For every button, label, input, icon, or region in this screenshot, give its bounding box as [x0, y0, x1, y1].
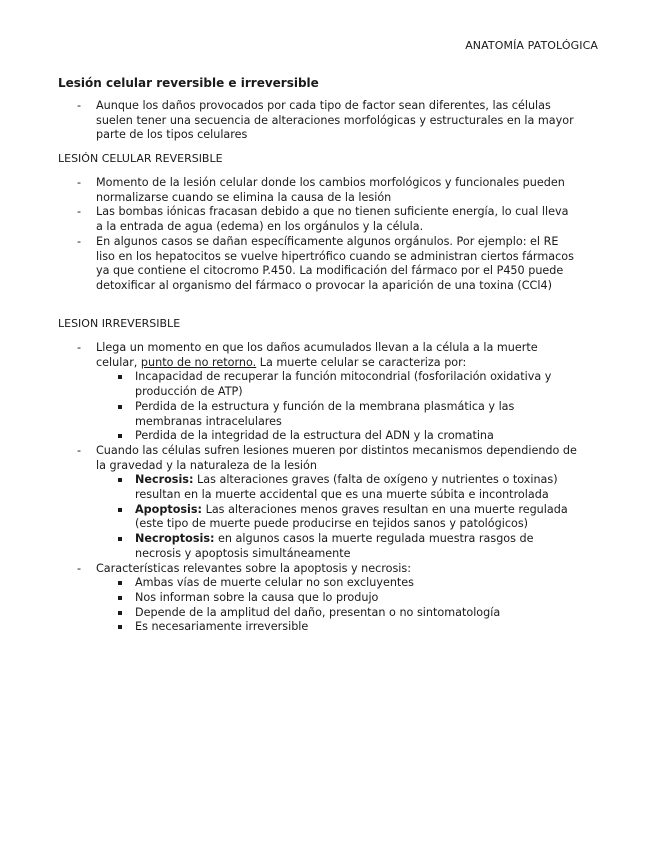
sub-list-item	[58, 503, 578, 532]
item-text: en algunos casos la muerte regulada muestra rasgos de necrosis y apoptosis simultáneamente	[135, 532, 534, 560]
list-item: - Características relevantes sobre la apoptosis y necrosis:	[58, 562, 578, 577]
reversible-list	[58, 176, 578, 294]
sub-list-item: Perdida de la estructura y función de la membrana plasmática y las membranas intracelulares	[58, 400, 578, 429]
term-necrosis: Necrosis:	[135, 473, 194, 487]
list-item	[58, 341, 578, 370]
sub-list-item	[58, 473, 578, 502]
term-apoptosis: Apoptosis:	[135, 502, 203, 516]
sub-list-item: Nos informan sobre la causa que lo produjo	[58, 591, 578, 606]
reversible-heading: LESIÓN CELULAR REVERSIBLE	[58, 152, 223, 165]
item-text: Llega un momento en que los daños acumulados llevan a la célula a la muerte celular,	[96, 341, 538, 369]
sub-list-item: Perdida de la integridad de la estructura del ADN y la cromatina	[58, 429, 578, 444]
list-item: - Las bombas iónicas fracasan debido a que no tienen suficiente energía, lo cual lleva a la entrada de agua (edema) en los orgánulos y la célula.	[58, 205, 578, 234]
page-header: ANATOMÍA PATOLÓGICA	[465, 39, 598, 52]
item-text: Las alteraciones graves (falta de oxígeno y nutrientes o toxinas) resultan en la muerte accidental que es una muerte súbita e incontrolada	[135, 473, 558, 502]
sub-list-item: Ambas vías de muerte celular no son excluyentes	[58, 576, 578, 591]
underlined-text: punto de no retorno.	[140, 355, 257, 369]
sub-list-item: Es necesariamente irreversible	[58, 620, 578, 635]
list-item: - Momento de la lesión celular donde los cambios morfológicos y funcionales pueden normalizarse cuando se elimina la causa de la lesión	[58, 176, 578, 205]
intro-list	[58, 99, 578, 143]
sub-list-item: Incapacidad de recuperar la función mitocondrial (fosforilación oxidativa y producción de ATP)	[58, 370, 578, 399]
sub-list-item: Depende de la amplitud del daño, presentan o no sintomatología	[58, 606, 578, 621]
term-necroptosis: Necroptosis:	[135, 532, 215, 546]
list-item: - Cuando las células sufren lesiones mueren por distintos mecanismos dependiendo de la gravedad y la naturaleza de la lesión	[58, 444, 578, 473]
list-item: - Aunque los daños provocados por cada tipo de factor sean diferentes, las células suelen tener una secuencia de alteraciones morfológicas y estructurales en la mayor parte de los tipos celulares	[58, 99, 578, 143]
section-title: Lesión celular reversible e irreversible	[58, 76, 319, 90]
item-text: La muerte celular se caracteriza por:	[259, 355, 467, 369]
sub-list-item	[58, 532, 578, 561]
item-text: Las alteraciones menos graves resultan en una muerte regulada (este tipo de muerte puede producirse en tejidos sanos y patológicos)	[135, 502, 568, 531]
irreversible-list	[58, 341, 578, 635]
list-item: - En algunos casos se dañan específicamente algunos orgánulos. Por ejemplo: el RE liso en los hepatocitos se vuelve hipertrófico cuando se administran ciertos fármacos ya que contiene el citocromo P.450. La modificación del fármaco por el P450 puede detoxificar al organismo del fármaco o provocar la aparición de una toxina (CCl4)	[58, 235, 578, 294]
irreversible-heading: LESION IRREVERSIBLE	[58, 317, 181, 330]
